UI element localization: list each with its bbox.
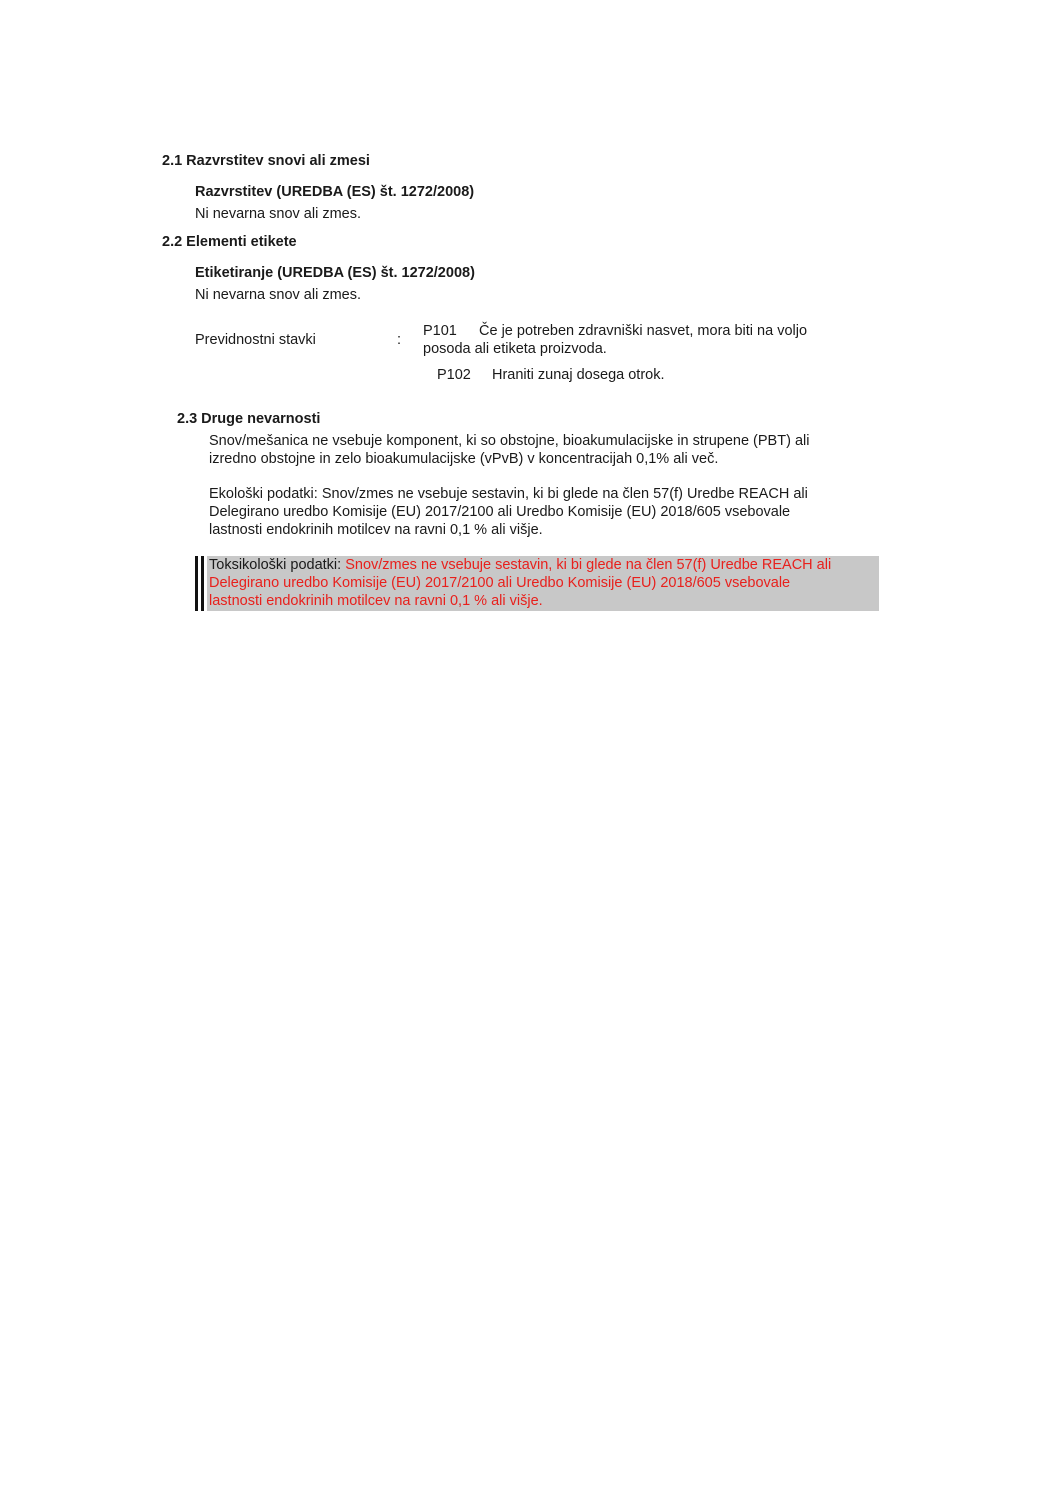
tox-line-3: lastnosti endokrinih motilcev na ravni 0,1 % ali višje. xyxy=(209,593,543,609)
eco-line-1: Ekološki podatki: Snov/zmes ne vsebuje sestavin, ki bi glede na člen 57(f) Uredbe REACH ali xyxy=(209,486,808,502)
p101-text-line2: posoda ali etiketa proizvoda. xyxy=(423,341,607,357)
p101-code: P101 xyxy=(423,323,457,339)
p102-text: Hraniti zunaj dosega otrok. xyxy=(492,367,665,383)
section-2-1-text: Ni nevarna snov ali zmes. xyxy=(195,206,362,222)
tox-line-2: Delegirano uredbo Komisije (EU) 2017/2100 ali Uredbo Komisije (EU) 2018/605 vsebovale xyxy=(209,575,791,591)
tox-text-line1: Snov/zmes ne vsebuje sestavin, ki bi glede na člen 57(f) Uredbe REACH ali xyxy=(345,557,832,573)
section-2-1-subheading: Razvrstitev (UREDBA (ES) št. 1272/2008) xyxy=(195,184,475,200)
p101-text-line1: Če je potreben zdravniški nasvet, mora biti na voljo xyxy=(479,323,808,339)
precaution-colon: : xyxy=(397,332,402,348)
section-2-2-text: Ni nevarna snov ali zmes. xyxy=(195,287,362,303)
change-bar-inner xyxy=(201,556,204,611)
eco-line-3: lastnosti endokrinih motilcev na ravni 0,1 % ali višje. xyxy=(209,522,543,538)
section-2-2-heading: 2.2 Elementi etikete xyxy=(162,234,297,250)
tox-line-1 xyxy=(209,557,831,573)
p102-code: P102 xyxy=(437,367,471,383)
change-bar-outer xyxy=(195,556,198,611)
pbt-line-1: Snov/mešanica ne vsebuje komponent, ki so obstojne, bioakumulacijske in strupene (PBT) ali xyxy=(209,433,810,449)
section-2-2-subheading: Etiketiranje (UREDBA (ES) št. 1272/2008) xyxy=(195,265,475,281)
section-2-1-heading: 2.1 Razvrstitev snovi ali zmesi xyxy=(162,153,370,169)
section-2-3-heading: 2.3 Druge nevarnosti xyxy=(177,411,321,427)
pbt-line-2: izredno obstojne in zelo bioakumulacijske (vPvB) v koncentracijah 0,1% ali več. xyxy=(209,451,719,467)
tox-label: Toksikološki podatki: xyxy=(209,557,346,573)
precaution-label: Previdnostni stavki xyxy=(195,332,316,348)
eco-line-2: Delegirano uredbo Komisije (EU) 2017/2100 ali Uredbo Komisije (EU) 2018/605 vsebovale xyxy=(209,504,791,520)
